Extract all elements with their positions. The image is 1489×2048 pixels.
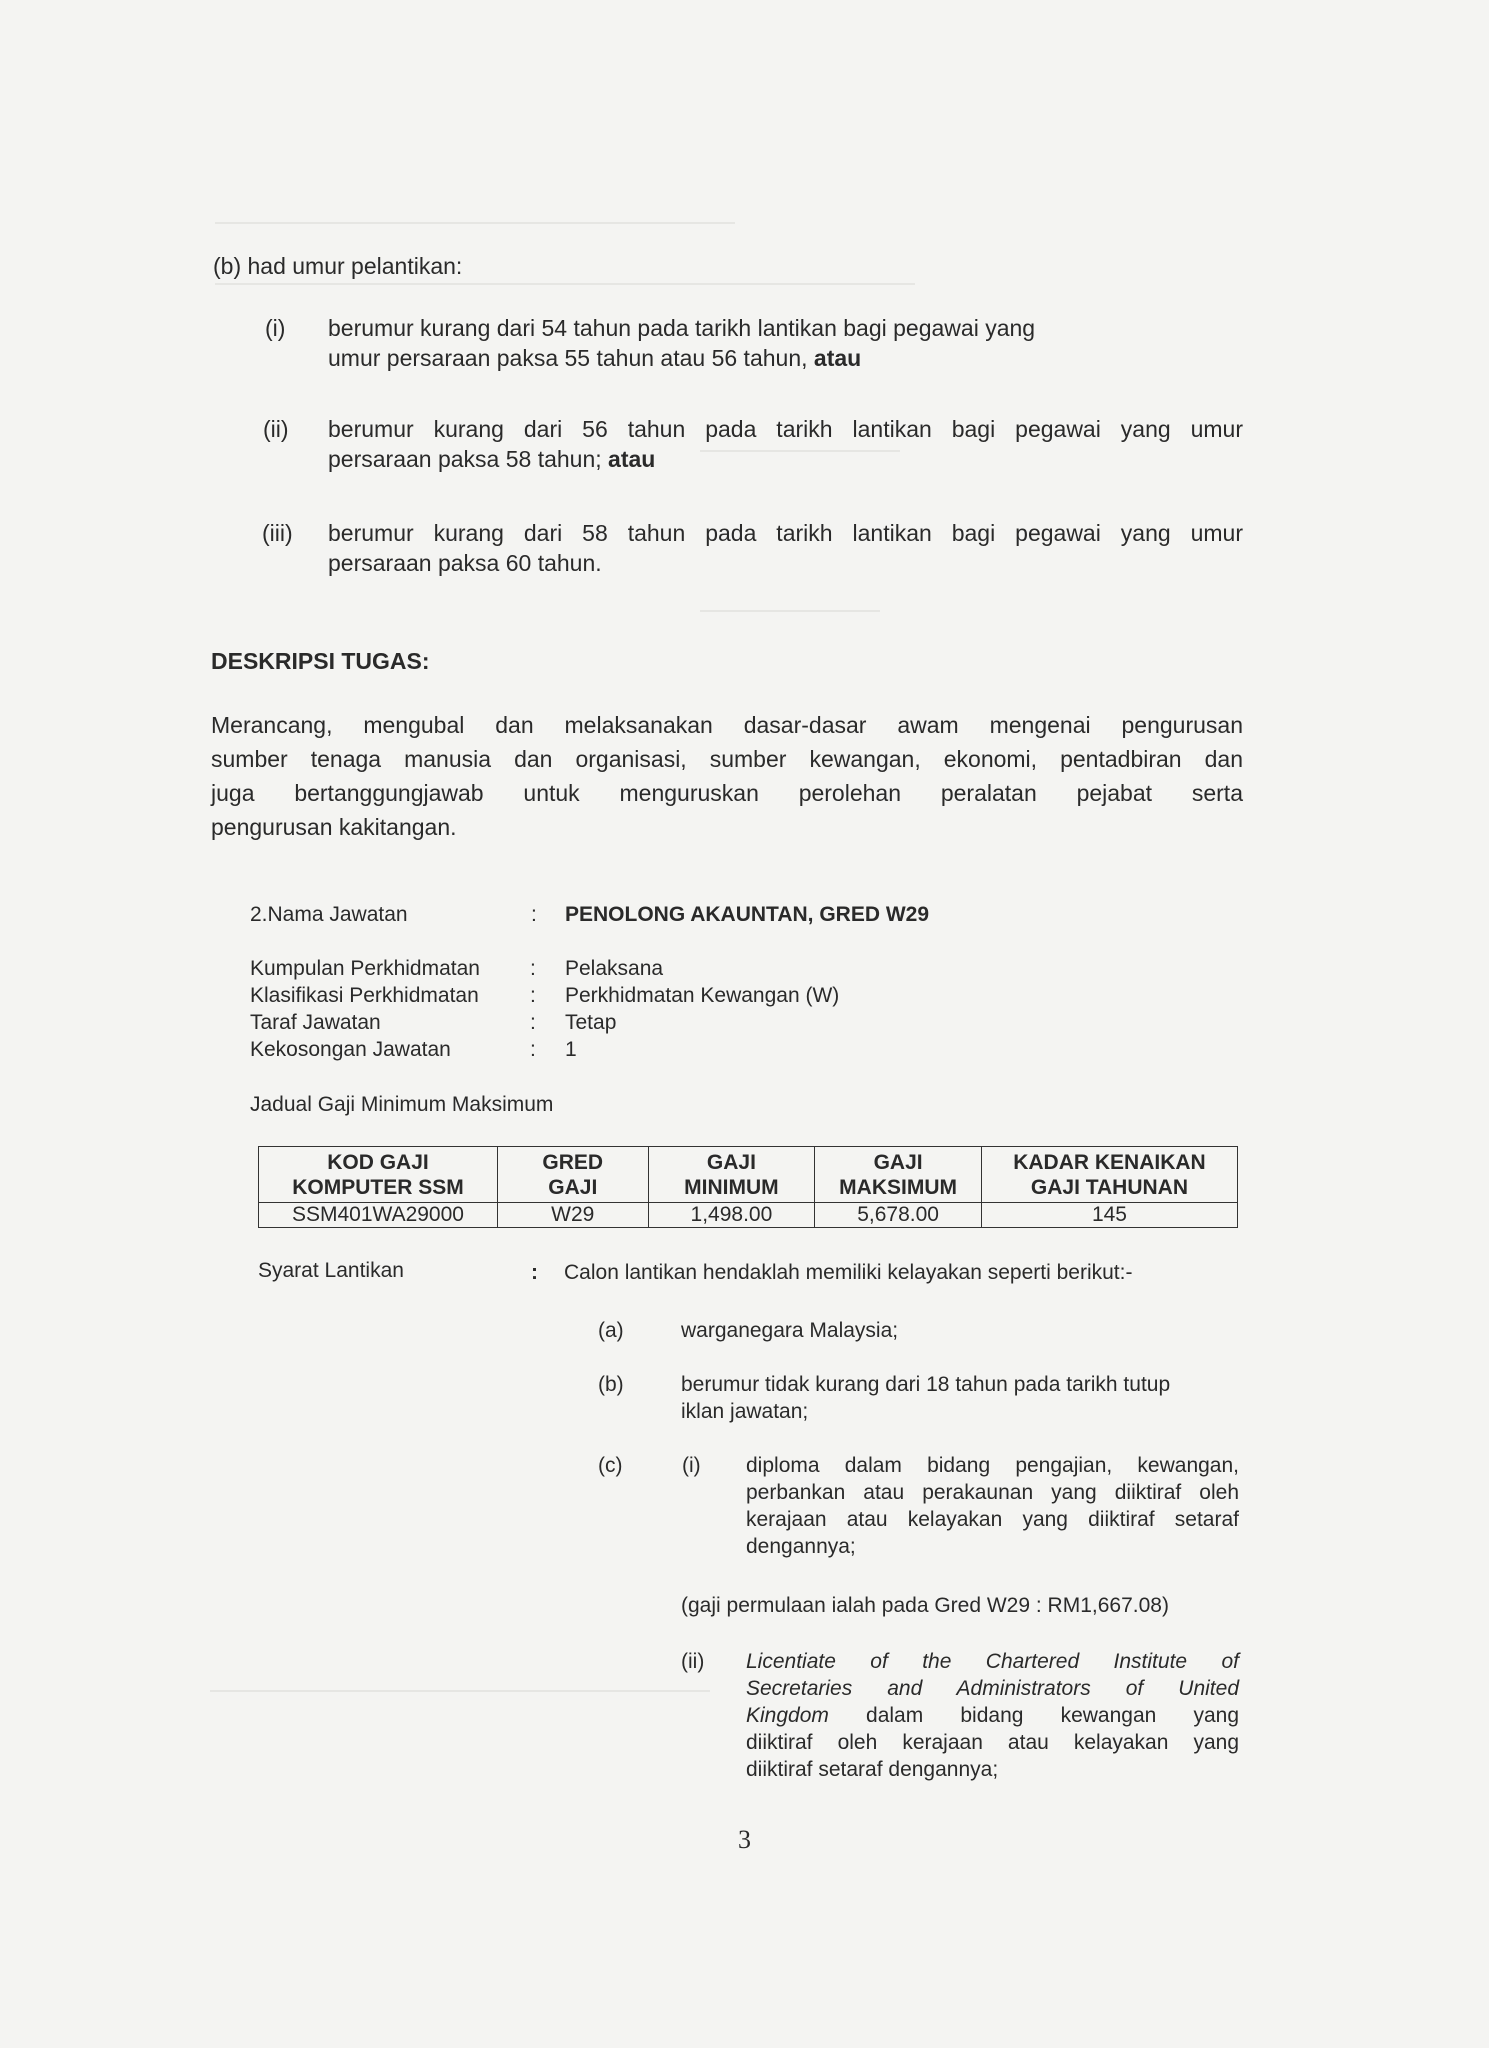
field-value: 1 xyxy=(565,1038,577,1061)
syarat-intro: Calon lantikan hendaklah memiliki kelayakan seperti berikut:- xyxy=(564,1261,1133,1284)
item-ii-text xyxy=(328,414,1243,474)
c-i-line: kerajaan atau kelayakan yang diiktiraf setaraf xyxy=(746,1508,1239,1531)
salary-table xyxy=(258,1146,1238,1228)
header-line: GAJI TAHUNAN xyxy=(1030,1176,1189,1199)
item-i-text xyxy=(328,313,1243,373)
header-line: KOD GAJI xyxy=(327,1151,429,1174)
syarat-c-ii-number: (ii) xyxy=(681,1650,705,1673)
field-colon: : xyxy=(530,1011,536,1034)
c-i-line: perbankan atau perakaunan yang diiktiraf oleh xyxy=(746,1481,1239,1504)
item-iii-number: (iii) xyxy=(262,520,293,546)
syarat-b-line2: iklan jawatan; xyxy=(681,1400,809,1423)
c-ii-line: diiktiraf setaraf dengannya; xyxy=(746,1758,999,1781)
header-line: GAJI xyxy=(548,1176,598,1199)
field-value: Tetap xyxy=(565,1011,617,1034)
nama-jawatan-label: 2.Nama Jawatan xyxy=(250,903,408,926)
syarat-c-i-text xyxy=(746,1452,1239,1560)
syarat-b-line1: berumur tidak kurang dari 18 tahun pada tarikh tutup xyxy=(681,1373,1171,1396)
syarat-b-text xyxy=(681,1371,1241,1425)
header-line: KOMPUTER SSM xyxy=(292,1176,464,1199)
deskripsi-heading: DESKRIPSI TUGAS: xyxy=(211,648,430,674)
cell-gaji-maksimum: 5,678.00 xyxy=(815,1203,982,1228)
c-ii-line: diiktiraf oleh kerajaan atau kelayakan yang xyxy=(746,1731,1239,1754)
field-colon: : xyxy=(530,984,536,1007)
item-iii-line1: berumur kurang dari 58 tahun pada tarikh lantikan bagi pegawai yang umur xyxy=(328,520,1243,546)
item-i-line2-text: umur persaraan paksa 55 tahun atau 56 tahun, xyxy=(328,345,808,371)
bleed-through-mark xyxy=(700,610,880,612)
deskripsi-line: pengurusan kakitangan. xyxy=(211,814,457,840)
header-kadar-kenaikan xyxy=(981,1147,1237,1203)
item-i-line2 xyxy=(328,343,1243,373)
syarat-b-number: (b) xyxy=(598,1373,624,1396)
syarat-c-ii-text xyxy=(746,1648,1239,1783)
nama-jawatan-colon: : xyxy=(531,903,537,926)
nama-jawatan-value: PENOLONG AKAUNTAN, GRED W29 xyxy=(565,903,930,926)
item-ii-number: (ii) xyxy=(263,416,289,442)
header-line: KADAR KENAIKAN xyxy=(1013,1151,1206,1174)
header-line: GAJI xyxy=(873,1151,923,1174)
item-i-number: (i) xyxy=(265,315,286,341)
syarat-c-number: (c) xyxy=(598,1454,623,1477)
field-row-kumpulan xyxy=(250,955,950,982)
field-label: Kumpulan Perkhidmatan xyxy=(250,957,480,980)
bleed-through-mark xyxy=(215,222,735,224)
c-ii-kingdom: Kingdom xyxy=(746,1704,829,1727)
cell-kod-gaji: SSM401WA29000 xyxy=(259,1203,498,1228)
header-line: MAKSIMUM xyxy=(839,1176,957,1199)
field-row-klasifikasi xyxy=(250,982,950,1009)
cell-kadar-kenaikan: 145 xyxy=(981,1203,1237,1228)
header-line: GRED xyxy=(542,1151,604,1174)
header-gaji-minimum xyxy=(648,1147,815,1203)
c-i-line: diploma dalam bidang pengajian, kewangan, xyxy=(746,1454,1239,1477)
table-row xyxy=(259,1203,1238,1228)
field-value: Perkhidmatan Kewangan (W) xyxy=(565,984,840,1007)
field-label: Klasifikasi Perkhidmatan xyxy=(250,984,479,1007)
jadual-title: Jadual Gaji Minimum Maksimum xyxy=(250,1093,554,1116)
jawatan-fields xyxy=(250,955,950,1063)
item-iii-line2: persaraan paksa 60 tahun. xyxy=(328,550,602,576)
header-gaji-maksimum xyxy=(815,1147,982,1203)
header-gred-gaji xyxy=(497,1147,648,1203)
bleed-through-mark xyxy=(215,283,915,285)
item-ii-connector: atau xyxy=(608,446,656,472)
c-ii-line xyxy=(746,1702,1239,1729)
item-i-connector: atau xyxy=(813,345,862,371)
syarat-c-i-number: (i) xyxy=(682,1454,701,1477)
field-row-taraf xyxy=(250,1009,950,1036)
salary-table-header xyxy=(259,1147,1238,1203)
deskripsi-line: juga bertanggungjawab untuk menguruskan perolehan peralatan pejabat serta xyxy=(211,780,1243,806)
item-ii-line1: berumur kurang dari 56 tahun pada tarikh lantikan bagi pegawai yang umur xyxy=(328,416,1243,442)
cell-gred: W29 xyxy=(497,1203,648,1228)
syarat-colon: : xyxy=(531,1261,538,1284)
item-iii-text xyxy=(328,518,1243,578)
c-i-line: dengannya; xyxy=(746,1535,856,1558)
page-number: 3 xyxy=(738,1825,751,1854)
field-row-kekosongan xyxy=(250,1036,950,1063)
header-kod-gaji xyxy=(259,1147,498,1203)
c-ii-line3-rest: dalam bidang kewangan yang xyxy=(828,1704,1239,1727)
field-label: Taraf Jawatan xyxy=(250,1011,381,1034)
c-ii-line: Secretaries and Administrators of United xyxy=(746,1677,1239,1700)
field-colon: : xyxy=(530,1038,536,1061)
item-i-line1: berumur kurang dari 54 tahun pada tarikh lantikan bagi pegawai yang xyxy=(328,315,1036,341)
deskripsi-line: Merancang, mengubal dan melaksanakan dasar-dasar awam mengenai pengurusan xyxy=(211,712,1243,738)
item-ii-line2 xyxy=(328,444,1243,474)
cell-gaji-minimum: 1,498.00 xyxy=(648,1203,815,1228)
syarat-a-text: warganegara Malaysia; xyxy=(681,1319,899,1342)
deskripsi-paragraph xyxy=(211,708,1243,844)
field-value: Pelaksana xyxy=(565,957,664,980)
item-ii-line2-text: persaraan paksa 58 tahun; xyxy=(328,446,602,472)
header-line: GAJI xyxy=(706,1151,756,1174)
c-ii-line: Licentiate of the Chartered Institute of xyxy=(746,1650,1239,1673)
gaji-permulaan-note: (gaji permulaan ialah pada Gred W29 : RM1,667.08) xyxy=(681,1594,1169,1617)
section-b-heading: (b) had umur pelantikan: xyxy=(213,253,463,279)
field-label: Kekosongan Jawatan xyxy=(250,1038,451,1061)
bleed-through-mark xyxy=(210,1690,710,1692)
header-line: MINIMUM xyxy=(684,1176,779,1199)
field-colon: : xyxy=(530,957,536,980)
syarat-a-number: (a) xyxy=(598,1319,624,1342)
syarat-label: Syarat Lantikan xyxy=(258,1259,404,1282)
deskripsi-line: sumber tenaga manusia dan organisasi, sumber kewangan, ekonomi, pentadbiran dan xyxy=(211,746,1243,772)
